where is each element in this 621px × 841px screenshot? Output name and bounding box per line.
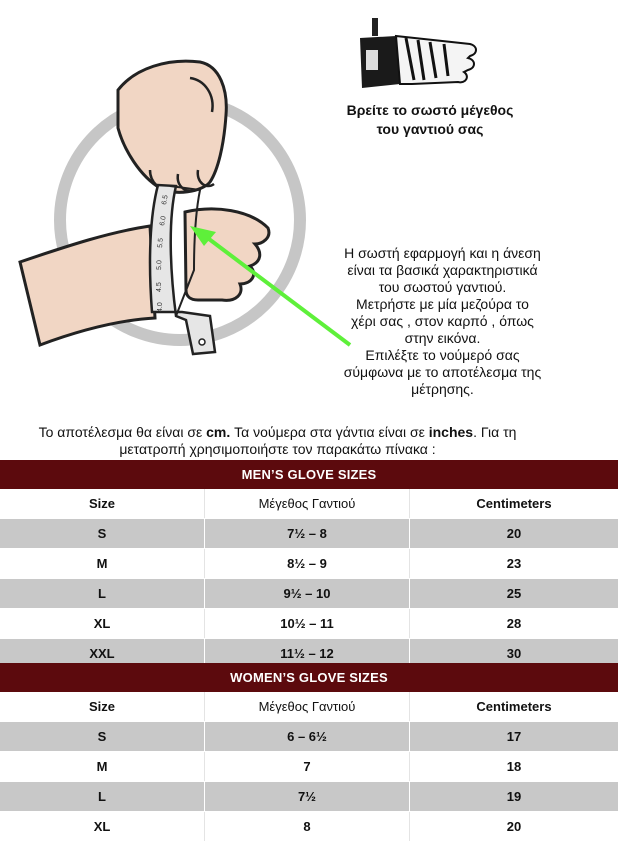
tape-tick-label: 5.5 [157,237,165,249]
tape-tick-label: 5.0 [156,260,164,271]
header-size: Size [0,692,205,721]
table-header-row [0,692,618,721]
instruction-line: στην εικόνα. [404,330,481,346]
glove-icon [352,14,484,96]
header-glove-size: Μέγεθος Γαντιού [205,692,410,721]
table-row [0,721,618,751]
centimeters-cell: 23 [506,556,522,571]
instruction-line: του σωστού γαντιού. [378,279,507,295]
page-title [320,101,540,139]
size-cell: L [0,579,205,608]
note-line-2: μετατροπή χρησιμοποιήστε τον παρακάτω πίνακα : [119,441,436,457]
glove-size-cell: 8 [205,812,410,841]
header-centimeters: Centimeters [476,496,552,511]
size-cell: M [0,752,205,781]
instruction-line: είναι τα βασικά χαρακτηριστικά [347,262,538,278]
table-row [0,781,618,811]
instructions-text [325,245,560,398]
glove-size-cell: 10½ – 11 [205,609,410,638]
note-text: Το αποτέλεσμα θα είναι σε [38,424,207,440]
table-row [0,578,618,608]
centimeters-cell: 18 [506,759,522,774]
instruction-line: Η σωστή εφαρμογή και η άνεση [344,245,541,261]
glove-size-cell: 7 [205,752,410,781]
centimeters-cell: 30 [506,646,522,661]
centimeters-cell: 25 [506,586,522,601]
tape-tick-label: 6.5 [161,194,170,206]
mens-size-table [0,460,618,668]
note-cm: cm. [206,424,231,440]
note-text: Τα νούμερα στα γάντια είναι σε [230,424,429,440]
tape-tick-label: 4.0 [157,302,164,312]
title-line: Βρείτε το σωστό μέγεθος [346,102,514,118]
note-text: . Για τη [473,424,517,440]
table-header-row [0,489,618,518]
centimeters-cell: 20 [506,819,522,834]
glove-size-cell: 8½ – 9 [205,549,410,578]
unit-note [10,424,545,458]
mens-table-title: MEN’S GLOVE SIZES [0,460,618,489]
table-row [0,548,618,578]
centimeters-cell: 28 [506,616,522,631]
glove-size-cell: 6 – 6½ [205,722,410,751]
title-line: του γαντιού σας [376,121,484,137]
instruction-line: σύμφωνα με το αποτέλεσμα της [343,364,542,380]
size-cell: S [0,722,205,751]
table-row [0,811,618,841]
womens-size-table [0,663,618,841]
instruction-line: χέρι σας , στον καρπό , όπως [351,313,534,329]
glove-size-cell: 7½ [205,782,410,811]
measuring-hand [118,61,226,192]
header-centimeters: Centimeters [476,699,552,714]
instruction-line: Επιλέξτε το νούμερό σας [365,347,520,363]
size-cell: XXL [0,639,205,668]
size-cell: L [0,782,205,811]
instruction-line: Μετρήστε με μία μεζούρα το [356,296,529,312]
centimeters-cell: 19 [506,789,522,804]
table-row [0,608,618,638]
glove-size-cell: 7½ – 8 [205,519,410,548]
size-cell: S [0,519,205,548]
tape-tick-label: 4.5 [156,282,163,292]
size-cell: XL [0,812,205,841]
table-row [0,751,618,781]
header-size: Size [0,489,205,518]
womens-table-title: WOMEN’S GLOVE SIZES [0,663,618,692]
header-glove-size: Μέγεθος Γαντιού [205,489,410,518]
centimeters-cell: 20 [506,526,522,541]
centimeters-cell: 17 [506,729,522,744]
note-inches: inches [428,424,474,440]
instruction-line: μέτρησης. [411,381,474,397]
glove-size-cell: 11½ – 12 [205,639,410,668]
tape-tick-label: 6.0 [159,215,168,227]
glove-size-cell: 9½ – 10 [205,579,410,608]
table-row [0,518,618,548]
size-cell: M [0,549,205,578]
size-cell: XL [0,609,205,638]
